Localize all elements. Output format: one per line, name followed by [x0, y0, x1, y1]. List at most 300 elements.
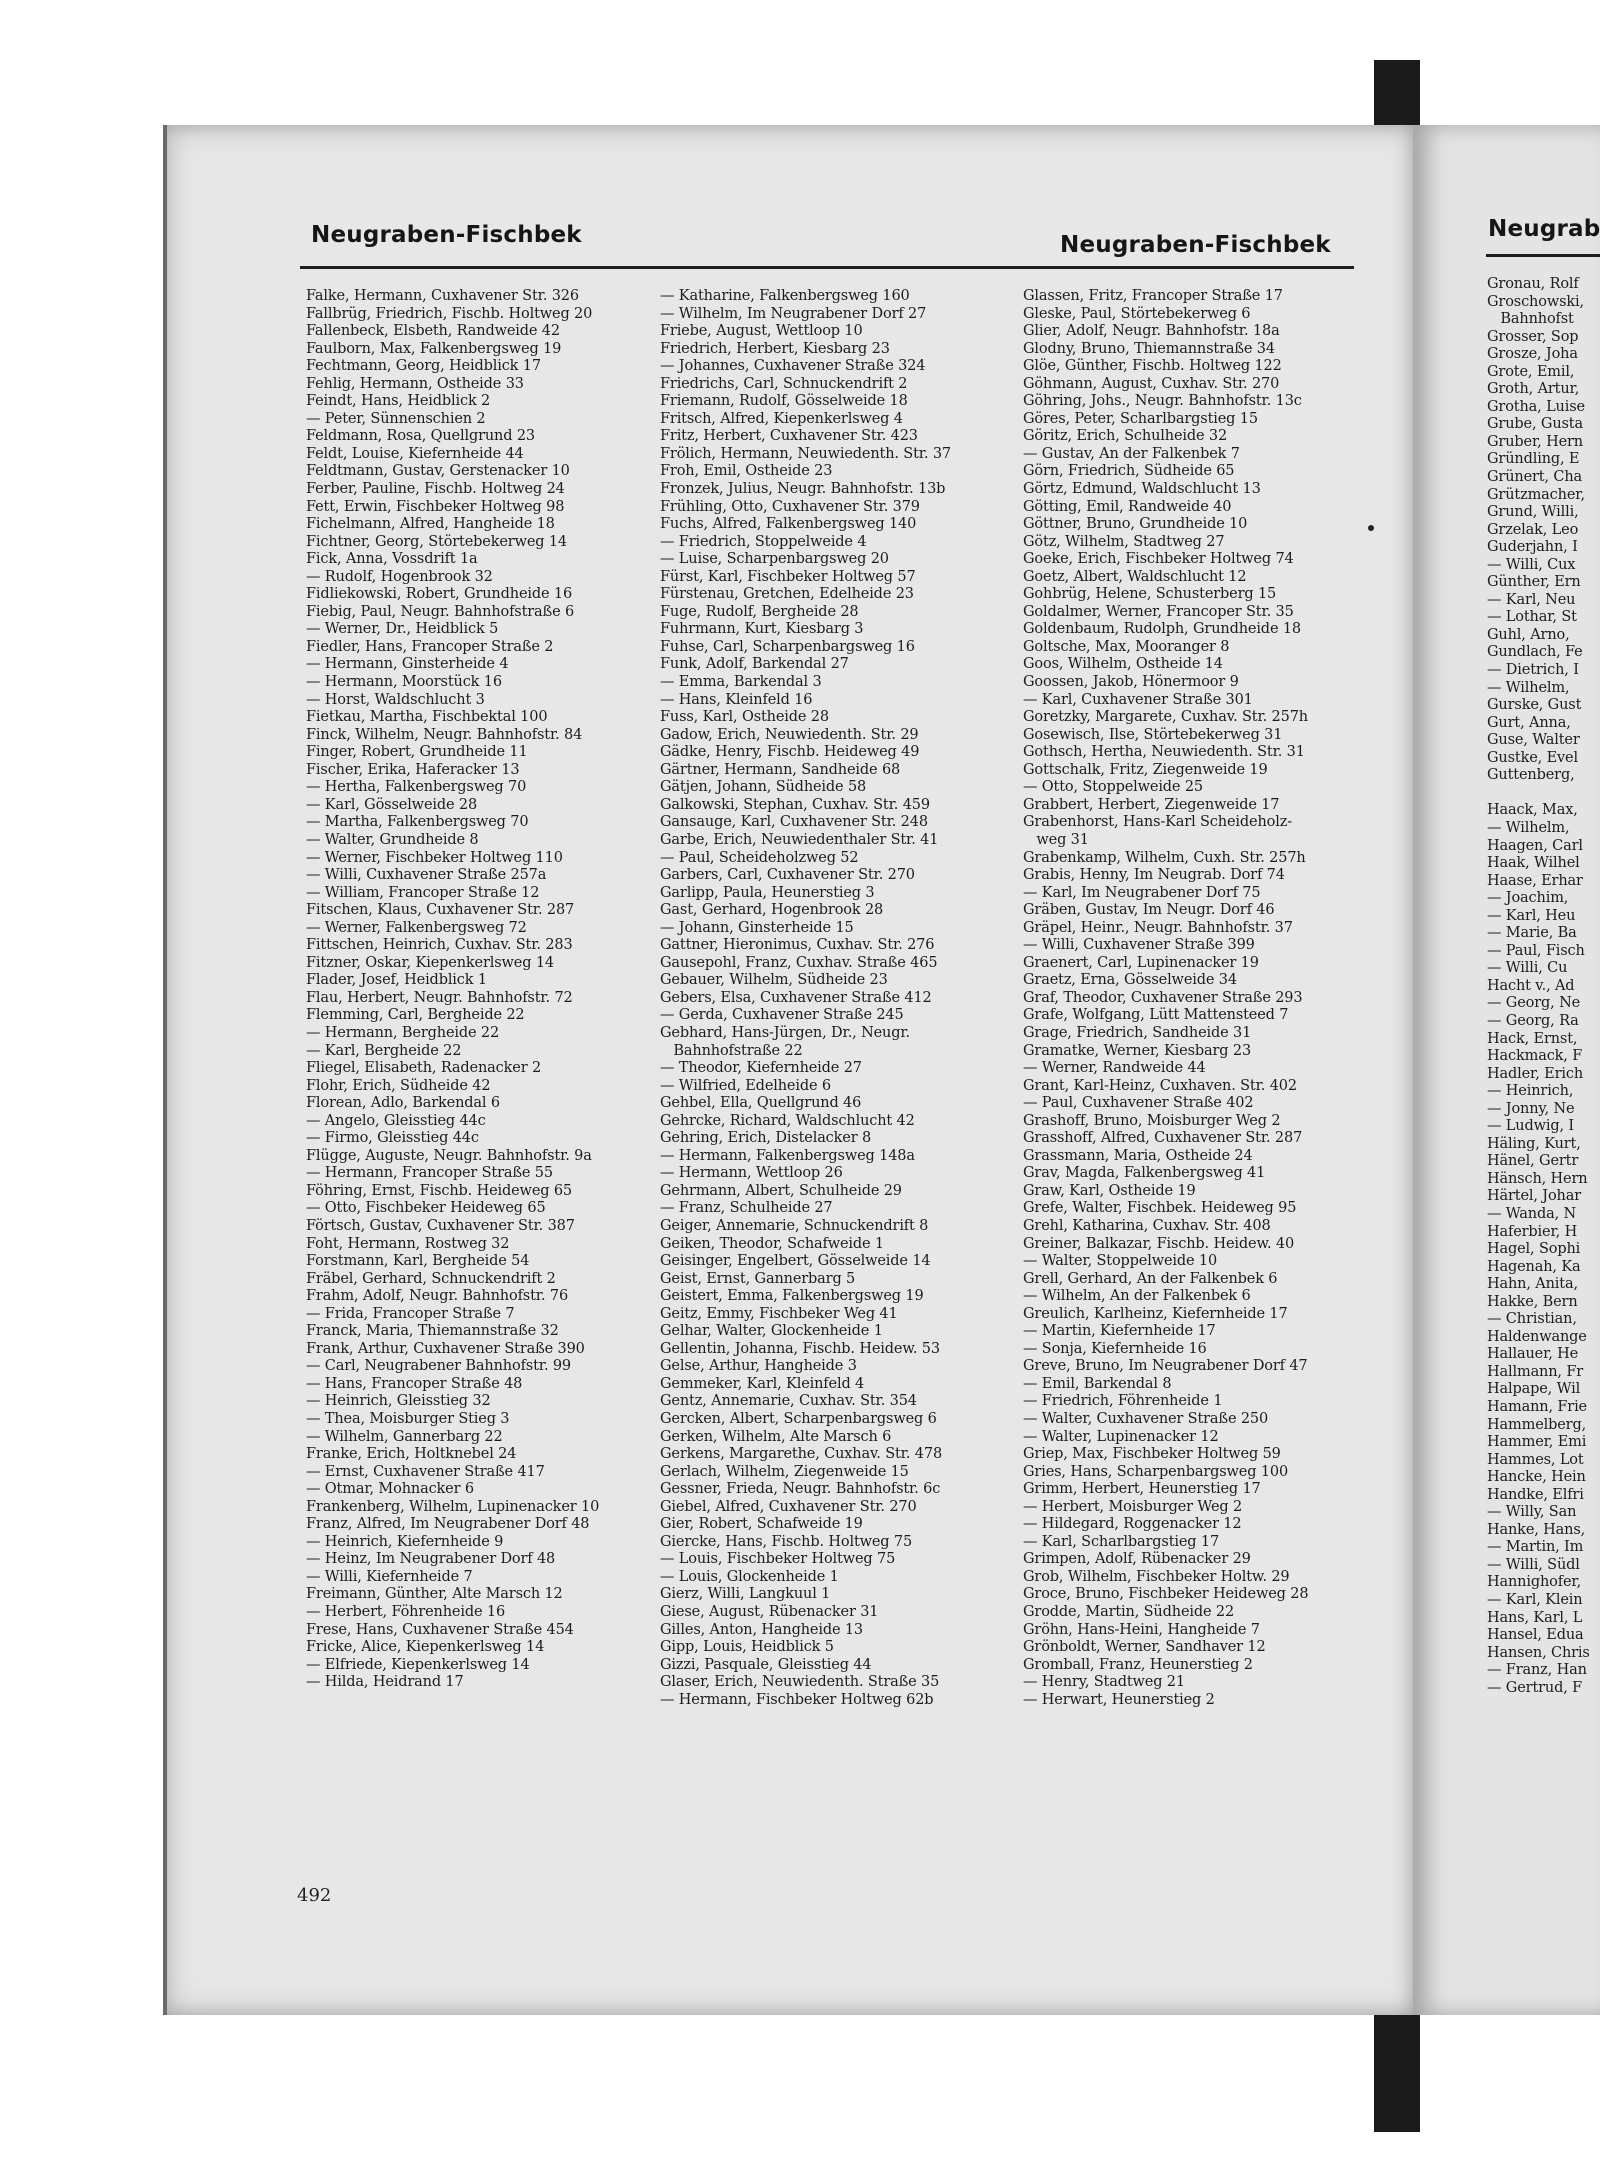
directory-entry: Grashoff, Bruno, Moisburger Weg 2: [1023, 1112, 1281, 1129]
directory-entry: Fischer, Erika, Haferacker 13: [306, 761, 520, 778]
directory-entry: — Walter, Lupinenacker 12: [1023, 1428, 1219, 1445]
directory-entry: Gärtner, Hermann, Sandheide 68: [660, 761, 901, 778]
directory-entry: Flader, Josef, Heidblick 1: [306, 972, 487, 989]
directory-entry: — Hermann, Fischbeker Holtweg 62b: [660, 1691, 934, 1708]
directory-entry: Fritsch, Alfred, Kiepenkerlsweg 4: [660, 410, 903, 427]
directory-entry: Hans, Karl, L: [1487, 1609, 1583, 1626]
directory-entry: — Hermann, Wettloop 26: [660, 1165, 843, 1182]
directory-entry: Fricke, Alice, Kiepenkerlsweg 14: [306, 1639, 545, 1656]
directory-entry: Greiner, Balkazar, Fischb. Heidew. 40: [1023, 1235, 1295, 1252]
book-binding-bottom: [1374, 2012, 1420, 2132]
directory-entry: — Hans, Kleinfeld 16: [660, 691, 813, 708]
directory-entry: Gräpel, Heinr., Neugr. Bahnhofstr. 37: [1023, 919, 1293, 936]
directory-entry: Gurske, Gust: [1487, 697, 1582, 714]
directory-entry: Hadler, Erich: [1487, 1065, 1584, 1082]
directory-entry: Fitzner, Oskar, Kiepenkerlsweg 14: [306, 954, 554, 971]
directory-entry: Goossen, Jakob, Hönermoor 9: [1023, 674, 1239, 691]
directory-entry: Feldtmann, Gustav, Gerstenacker 10: [306, 463, 570, 480]
directory-entry: Hammelberg,: [1487, 1416, 1587, 1433]
directory-entry: Greve, Bruno, Im Neugrabener Dorf 47: [1023, 1358, 1308, 1375]
directory-entry: Göhmann, August, Cuxhav. Str. 270: [1023, 375, 1280, 392]
directory-entry: Hackmack, F: [1487, 1048, 1583, 1065]
directory-entry: — Peter, Sünnenschien 2: [306, 410, 486, 427]
directory-entry: — William, Francoper Straße 12: [306, 884, 540, 901]
directory-entry: Görn, Friedrich, Südheide 65: [1023, 463, 1235, 480]
directory-entry: Franke, Erich, Holtknebel 24: [306, 1446, 517, 1463]
directory-entry: — Ludwig, I: [1487, 1118, 1574, 1135]
directory-entry: Geiken, Theodor, Schafweide 1: [660, 1235, 884, 1252]
directory-entry: — Karl, Im Neugrabener Dorf 75: [1023, 884, 1261, 901]
directory-entry: [1487, 785, 1600, 803]
directory-entry: Graenert, Carl, Lupinenacker 19: [1023, 954, 1259, 971]
directory-entry: Gehrmann, Albert, Schulheide 29: [660, 1182, 902, 1199]
directory-entry: — Willi, Cuxhavener Straße 257a: [306, 867, 547, 884]
directory-entry: Häling, Kurt,: [1487, 1135, 1581, 1152]
directory-entry: Gebauer, Wilhelm, Südheide 23: [660, 972, 888, 989]
directory-entry: Gilles, Anton, Hangheide 13: [660, 1621, 863, 1638]
directory-entry: — Sonja, Kiefernheide 16: [1023, 1340, 1207, 1357]
directory-entry: Gehrcke, Richard, Waldschlucht 42: [660, 1112, 915, 1129]
directory-entry: — Rudolf, Hogenbrook 32: [306, 568, 493, 585]
directory-entry: — Heinrich, Kiefernheide 9: [306, 1533, 504, 1550]
directory-entry: — Lothar, St: [1487, 609, 1577, 626]
directory-entry: Götting, Emil, Randweide 40: [1023, 498, 1232, 515]
directory-entry: — Katharine, Falkenbergsweg 160: [660, 288, 910, 304]
directory-entry: Hamann, Frie: [1487, 1399, 1587, 1415]
directory-entry: Hänsch, Hern: [1487, 1170, 1588, 1187]
directory-entry: Flau, Herbert, Neugr. Bahnhofstr. 72: [306, 989, 573, 1006]
directory-entry: Grafe, Wolfgang, Lütt Mattensteed 7: [1023, 1007, 1289, 1024]
next-page-header: Neugrab: [1488, 216, 1600, 242]
directory-entry: Glöe, Günther, Fischb. Holtweg 122: [1023, 358, 1282, 375]
directory-entry: Hack, Ernst,: [1487, 1030, 1578, 1047]
directory-entry: — Karl, Bergheide 22: [306, 1042, 462, 1059]
directory-entry: Guhl, Arno,: [1487, 626, 1570, 643]
directory-entry: Garlipp, Paula, Heunerstieg 3: [660, 884, 875, 901]
directory-entry: Gipp, Louis, Heidblick 5: [660, 1639, 834, 1656]
directory-entry: — Christian,: [1487, 1311, 1577, 1328]
directory-entry: Giese, August, Rübenacker 31: [660, 1604, 879, 1621]
directory-entry: Foht, Hermann, Rostweg 32: [306, 1235, 510, 1252]
directory-entry: Friebe, August, Wettloop 10: [660, 323, 863, 340]
directory-entry: — Jonny, Ne: [1487, 1100, 1575, 1117]
directory-entry: Grodde, Martin, Südheide 22: [1023, 1604, 1235, 1621]
directory-entry: Freimann, Günther, Alte Marsch 12: [306, 1586, 563, 1603]
directory-column-3: [1023, 288, 1368, 1709]
directory-entry: Fuge, Rudolf, Bergheide 28: [660, 603, 859, 620]
directory-entry: Hanke, Hans,: [1487, 1521, 1586, 1538]
directory-entry: Grav, Magda, Falkenbergsweg 41: [1023, 1165, 1266, 1182]
directory-entry: Froh, Emil, Ostheide 23: [660, 463, 833, 480]
directory-entry: — Henry, Stadtweg 21: [1023, 1674, 1185, 1691]
directory-entry: Grzelak, Leo: [1487, 521, 1579, 538]
directory-entry: — Emil, Barkendal 8: [1023, 1375, 1172, 1392]
directory-entry: Fürstenau, Gretchen, Edelheide 23: [660, 586, 914, 603]
directory-entry: Grehl, Katharina, Cuxhav. Str. 408: [1023, 1217, 1271, 1234]
directory-entry: Fitschen, Klaus, Cuxhavener Str. 287: [306, 902, 575, 919]
directory-entry: Hannighofer,: [1487, 1574, 1582, 1591]
directory-entry: Fallbrüg, Friedrich, Fischb. Holtweg 20: [306, 305, 593, 322]
directory-entry: Friedrichs, Carl, Schnuckendrift 2: [660, 375, 908, 392]
directory-entry: Fürst, Karl, Fischbeker Holtweg 57: [660, 568, 916, 585]
directory-entry: Grasshoff, Alfred, Cuxhavener Str. 287: [1023, 1130, 1303, 1147]
directory-entry: Bahnhofstraße 22: [660, 1042, 803, 1059]
directory-entry: Gehbel, Ella, Quellgrund 46: [660, 1095, 862, 1112]
directory-entry: Grützmacher,: [1487, 486, 1585, 503]
directory-entry: — Frida, Francoper Straße 7: [306, 1305, 515, 1322]
directory-entry: Grob, Wilhelm, Fischbeker Holtw. 29: [1023, 1568, 1290, 1585]
directory-entry: — Gerda, Cuxhavener Straße 245: [660, 1007, 904, 1024]
directory-entry: — Paul, Cuxhavener Straße 402: [1023, 1095, 1254, 1112]
directory-entry: Ferber, Pauline, Fischb. Holtweg 24: [306, 481, 565, 498]
directory-entry: — Georg, Ne: [1487, 995, 1581, 1012]
directory-column-1: [306, 288, 646, 1692]
directory-entry: Giebel, Alfred, Cuxhavener Str. 270: [660, 1498, 917, 1515]
directory-entry: — Otto, Fischbeker Heideweg 65: [306, 1200, 546, 1217]
directory-entry: Fronzek, Julius, Neugr. Bahnhofstr. 13b: [660, 481, 946, 498]
directory-entry: — Karl, Gösselweide 28: [306, 796, 478, 813]
directory-entry: — Ernst, Cuxhavener Straße 417: [306, 1463, 545, 1480]
directory-entry: — Karl, Cuxhavener Straße 301: [1023, 691, 1253, 708]
directory-entry: Fichtner, Georg, Störtebekerweg 14: [306, 533, 568, 550]
directory-entry: Goldalmer, Werner, Francoper Str. 35: [1023, 603, 1294, 620]
directory-entry: Gustke, Evel: [1487, 749, 1578, 766]
directory-entry: — Georg, Ra: [1487, 1012, 1579, 1029]
directory-entry: Finger, Robert, Grundheide 11: [306, 744, 528, 761]
directory-entry: — Hermann, Ginsterheide 4: [306, 656, 509, 673]
directory-entry: Goeke, Erich, Fischbeker Holtweg 74: [1023, 551, 1294, 568]
directory-entry: Goretzky, Margarete, Cuxhav. Str. 257h: [1023, 709, 1308, 726]
directory-entry: Grube, Gusta: [1487, 416, 1583, 433]
directory-entry: — Wilhelm,: [1487, 679, 1570, 696]
directory-entry: — Hermann, Francoper Straße 55: [306, 1165, 553, 1182]
directory-entry: — Willi, Cuxhavener Straße 399: [1023, 937, 1255, 954]
directory-entry: Glodny, Bruno, Thiemannstraße 34: [1023, 340, 1275, 357]
directory-entry: — Herwart, Heunerstieg 2: [1023, 1691, 1215, 1708]
directory-entry: — Werner, Randweide 44: [1023, 1060, 1206, 1077]
directory-entry: — Carl, Neugrabener Bahnhofstr. 99: [306, 1358, 572, 1375]
directory-entry: Geistert, Emma, Falkenbergsweg 19: [660, 1288, 924, 1305]
directory-entry: Gelhar, Walter, Glockenheide 1: [660, 1323, 883, 1340]
directory-entry: Gadow, Erich, Neuwiedenth. Str. 29: [660, 726, 919, 743]
directory-entry: — Herbert, Föhrenheide 16: [306, 1604, 506, 1621]
directory-entry: Goltsche, Max, Mooranger 8: [1023, 638, 1230, 655]
directory-entry: Gräben, Gustav, Im Neugr. Dorf 46: [1023, 902, 1275, 919]
directory-entry: Gessner, Frieda, Neugr. Bahnhofstr. 6c: [660, 1481, 941, 1498]
directory-entry: Falke, Hermann, Cuxhavener Str. 326: [306, 288, 579, 304]
directory-entry: Grefe, Walter, Fischbek. Heideweg 95: [1023, 1200, 1297, 1217]
directory-entry: — Werner, Falkenbergsweg 72: [306, 919, 527, 936]
directory-entry: — Paul, Fisch: [1487, 942, 1585, 959]
directory-entry: — Hermann, Bergheide 22: [306, 1024, 500, 1041]
directory-entry: — Gustav, An der Falkenbek 7: [1023, 445, 1240, 462]
directory-entry: Graetz, Erna, Gösselweide 34: [1023, 972, 1237, 989]
directory-entry: Grell, Gerhard, An der Falkenbek 6: [1023, 1270, 1278, 1287]
directory-entry: Gizzi, Pasquale, Gleisstieg 44: [660, 1656, 872, 1673]
directory-column-next-page: [1487, 276, 1600, 1697]
directory-entry: Föhring, Ernst, Fischb. Heideweg 65: [306, 1182, 572, 1199]
directory-entry: — Karl, Scharlbargstieg 17: [1023, 1533, 1220, 1550]
directory-entry: Finck, Wilhelm, Neugr. Bahnhofstr. 84: [306, 726, 583, 743]
directory-entry: Gast, Gerhard, Hogenbrook 28: [660, 902, 884, 919]
directory-entry: — Friedrich, Föhrenheide 1: [1023, 1393, 1223, 1410]
directory-entry: Geisinger, Engelbert, Gösselweide 14: [660, 1253, 931, 1270]
directory-entry: Fuss, Karl, Ostheide 28: [660, 709, 829, 726]
directory-entry: Gattner, Hieronimus, Cuxhav. Str. 276: [660, 937, 935, 954]
directory-entry: weg 31: [1023, 831, 1089, 848]
directory-entry: Fietkau, Martha, Fischbektal 100: [306, 709, 548, 726]
directory-entry: Garbers, Carl, Cuxhavener Str. 270: [660, 867, 915, 884]
directory-entry: — Otmar, Mohnacker 6: [306, 1481, 474, 1498]
directory-entry: Glaser, Erich, Neuwiedenth. Straße 35: [660, 1674, 940, 1691]
directory-entry: Fichelmann, Alfred, Hangheide 18: [306, 516, 555, 533]
directory-entry: — Heinz, Im Neugrabener Dorf 48: [306, 1551, 556, 1568]
directory-entry: Görtz, Edmund, Waldschlucht 13: [1023, 481, 1261, 498]
directory-entry: Hakke, Bern: [1487, 1293, 1578, 1310]
directory-entry: Fuchs, Alfred, Falkenbergsweg 140: [660, 516, 917, 533]
directory-entry: Grage, Friedrich, Sandheide 31: [1023, 1024, 1252, 1041]
directory-entry: Hammes, Lot: [1487, 1451, 1584, 1468]
directory-entry: Griep, Max, Fischbeker Holtweg 59: [1023, 1446, 1281, 1463]
directory-entry: Friedrich, Herbert, Kiesbarg 23: [660, 340, 890, 357]
directory-entry: Fritz, Herbert, Cuxhavener Str. 423: [660, 428, 918, 445]
directory-entry: Gier, Robert, Schafweide 19: [660, 1516, 863, 1533]
directory-entry: Hancke, Hein: [1487, 1469, 1586, 1486]
directory-entry: — Martha, Falkenbergsweg 70: [306, 814, 529, 831]
directory-entry: Glassen, Fritz, Francoper Straße 17: [1023, 288, 1283, 304]
directory-entry: Gebhard, Hans-Jürgen, Dr., Neugr.: [660, 1024, 911, 1041]
directory-entry: Haak, Wilhel: [1487, 855, 1580, 872]
directory-entry: Haase, Erhar: [1487, 872, 1583, 889]
directory-entry: — Karl, Klein: [1487, 1592, 1583, 1609]
directory-entry: Forstmann, Karl, Bergheide 54: [306, 1253, 530, 1270]
directory-entry: Graw, Karl, Ostheide 19: [1023, 1182, 1196, 1199]
directory-entry: Goetz, Albert, Waldschlucht 12: [1023, 568, 1247, 585]
directory-entry: Hagenah, Ka: [1487, 1258, 1581, 1275]
directory-entry: Gädke, Henry, Fischb. Heideweg 49: [660, 744, 920, 761]
directory-entry: Bahnhofst: [1487, 311, 1574, 328]
directory-entry: Flohr, Erich, Südheide 42: [306, 1077, 491, 1094]
directory-entry: Glier, Adolf, Neugr. Bahnhofstr. 18a: [1023, 323, 1280, 340]
directory-entry: Guse, Walter: [1487, 732, 1580, 749]
directory-entry: Hansel, Edua: [1487, 1627, 1584, 1644]
directory-entry: — Wilhelm, Im Neugrabener Dorf 27: [660, 305, 927, 322]
directory-entry: Feindt, Hans, Heidblick 2: [306, 393, 491, 410]
directory-entry: Frank, Arthur, Cuxhavener Straße 390: [306, 1340, 585, 1357]
directory-entry: Frese, Hans, Cuxhavener Straße 454: [306, 1621, 574, 1638]
directory-entry: Fräbel, Gerhard, Schnuckendrift 2: [306, 1270, 556, 1287]
directory-entry: Galkowski, Stephan, Cuxhav. Str. 459: [660, 796, 930, 813]
directory-entry: Halpape, Wil: [1487, 1381, 1581, 1398]
directory-entry: Gottschalk, Fritz, Ziegenweide 19: [1023, 761, 1268, 778]
directory-entry: Gehring, Erich, Distelacker 8: [660, 1130, 872, 1147]
directory-entry: Göres, Peter, Scharlbargstieg 15: [1023, 410, 1258, 427]
directory-entry: Grant, Karl-Heinz, Cuxhaven. Str. 402: [1023, 1077, 1297, 1094]
directory-entry: — Marie, Ba: [1487, 925, 1577, 942]
directory-entry: Guderjahn, I: [1487, 539, 1578, 556]
directory-entry: — Hildegard, Roggenacker 12: [1023, 1516, 1242, 1533]
directory-entry: Grünert, Cha: [1487, 469, 1583, 486]
directory-entry: Gromball, Franz, Heunerstieg 2: [1023, 1656, 1253, 1673]
directory-entry: Hahn, Anita,: [1487, 1276, 1578, 1293]
directory-entry: Feldt, Louise, Kiefernheide 44: [306, 445, 524, 462]
directory-entry: Gercken, Albert, Scharpenbargsweg 6: [660, 1411, 937, 1427]
directory-entry: Hagel, Sophi: [1487, 1241, 1581, 1258]
directory-entry: Gries, Hans, Scharpenbargsweg 100: [1023, 1463, 1289, 1480]
directory-entry: Grabbert, Herbert, Ziegenweide 17: [1023, 796, 1280, 813]
directory-entry: Flügge, Auguste, Neugr. Bahnhofstr. 9a: [306, 1147, 592, 1164]
directory-entry: Gätjen, Johann, Südheide 58: [660, 779, 867, 796]
directory-entry: Franz, Alfred, Im Neugrabener Dorf 48: [306, 1516, 590, 1533]
running-header-right: Neugraben-Fischbek: [1060, 232, 1331, 258]
directory-entry: Greulich, Karlheinz, Kiefernheide 17: [1023, 1305, 1288, 1322]
directory-entry: Frahm, Adolf, Neugr. Bahnhofstr. 76: [306, 1288, 569, 1305]
directory-entry: — Heinrich,: [1487, 1083, 1574, 1100]
directory-entry: Haagen, Carl: [1487, 837, 1583, 854]
directory-entry: — Willi, Cux: [1487, 556, 1576, 573]
directory-entry: Gurt, Anna,: [1487, 714, 1571, 731]
directory-entry: — Louis, Glockenheide 1: [660, 1568, 839, 1585]
directory-entry: Groschowski,: [1487, 293, 1584, 310]
directory-entry: — Walter, Cuxhavener Straße 250: [1023, 1411, 1269, 1427]
directory-entry: Gothsch, Hertha, Neuwiedenth. Str. 31: [1023, 744, 1305, 761]
directory-entry: Guttenberg,: [1487, 767, 1575, 784]
directory-entry: Grote, Emil,: [1487, 363, 1575, 380]
directory-entry: Fiebig, Paul, Neugr. Bahnhofstraße 6: [306, 603, 575, 620]
directory-entry: Gronau, Rolf: [1487, 276, 1579, 292]
directory-entry: Geitz, Emmy, Fischbeker Weg 41: [660, 1305, 898, 1322]
directory-entry: Frühling, Otto, Cuxhavener Str. 379: [660, 498, 920, 515]
directory-entry: Fick, Anna, Vossdrift 1a: [306, 551, 478, 568]
directory-entry: — Wilhelm, An der Falkenbek 6: [1023, 1288, 1251, 1305]
directory-entry: — Werner, Fischbeker Holtweg 110: [306, 849, 563, 866]
directory-entry: — Hertha, Falkenbergsweg 70: [306, 779, 527, 796]
directory-entry: Grimm, Herbert, Heunerstieg 17: [1023, 1481, 1261, 1498]
directory-entry: — Friedrich, Stoppelweide 4: [660, 533, 867, 550]
directory-entry: Grund, Willi,: [1487, 504, 1579, 521]
directory-entry: Gellentin, Johanna, Fischb. Heidew. 53: [660, 1340, 940, 1357]
directory-entry: Hallmann, Fr: [1487, 1363, 1584, 1380]
directory-entry: Gausepohl, Franz, Cuxhav. Straße 465: [660, 954, 938, 971]
directory-entry: Geist, Ernst, Gannerbarg 5: [660, 1270, 856, 1287]
directory-entry: — Martin, Kiefernheide 17: [1023, 1323, 1216, 1340]
directory-entry: Götz, Wilhelm, Stadtweg 27: [1023, 533, 1225, 550]
directory-entry: — Heinrich, Gleisstieg 32: [306, 1393, 491, 1410]
directory-entry: — Willi, Kiefernheide 7: [306, 1568, 473, 1585]
header-rule: [300, 266, 1354, 269]
directory-entry: Fuhse, Carl, Scharpenbargsweg 16: [660, 638, 915, 655]
directory-entry: Gansauge, Karl, Cuxhavener Str. 248: [660, 814, 928, 831]
directory-entry: — Elfriede, Kiepenkerlsweg 14: [306, 1656, 530, 1673]
directory-entry: — Wilhelm,: [1487, 819, 1570, 836]
directory-entry: — Horst, Waldschlucht 3: [306, 691, 485, 708]
directory-entry: Gröhn, Hans-Heini, Hangheide 7: [1023, 1621, 1260, 1638]
directory-entry: Hänel, Gertr: [1487, 1153, 1579, 1170]
directory-entry: — Hermann, Moorstück 16: [306, 674, 502, 691]
directory-entry: Grönboldt, Werner, Sandhaver 12: [1023, 1639, 1266, 1656]
directory-entry: — Angelo, Gleisstieg 44c: [306, 1112, 486, 1129]
directory-entry: — Wilhelm, Gannerbarg 22: [306, 1428, 503, 1445]
directory-entry: — Herbert, Moisburger Weg 2: [1023, 1498, 1243, 1515]
directory-column-2: [660, 288, 1005, 1709]
directory-entry: Gerlach, Wilhelm, Ziegenweide 15: [660, 1463, 909, 1480]
page-number: 492: [297, 1885, 332, 1906]
directory-entry: Göritz, Erich, Schulheide 32: [1023, 428, 1228, 445]
directory-entry: — Joachim,: [1487, 890, 1569, 907]
directory-entry: — Franz, Han: [1487, 1662, 1587, 1679]
directory-entry: Fuhrmann, Kurt, Kiesbarg 3: [660, 621, 864, 638]
directory-entry: Gebers, Elsa, Cuxhavener Straße 412: [660, 989, 932, 1006]
directory-entry: Gelse, Arthur, Hangheide 3: [660, 1358, 857, 1375]
directory-entry: — Luise, Scharpenbargsweg 20: [660, 551, 889, 568]
directory-entry: Haack, Max,: [1487, 802, 1578, 819]
directory-entry: Grosze, Joha: [1487, 346, 1578, 363]
directory-entry: Fliegel, Elisabeth, Radenacker 2: [306, 1060, 542, 1077]
directory-entry: Garbe, Erich, Neuwiedenthaler Str. 41: [660, 831, 939, 848]
directory-entry: — Gertrud, F: [1487, 1679, 1583, 1696]
directory-entry: Groce, Bruno, Fischbeker Heideweg 28: [1023, 1586, 1309, 1603]
directory-entry: Hallauer, He: [1487, 1346, 1579, 1363]
directory-entry: Graf, Theodor, Cuxhavener Straße 293: [1023, 989, 1303, 1006]
directory-entry: Giercke, Hans, Fischb. Holtweg 75: [660, 1533, 913, 1550]
directory-entry: Grabis, Henny, Im Neugrab. Dorf 74: [1023, 867, 1285, 884]
directory-entry: Goldenbaum, Rudolph, Grundheide 18: [1023, 621, 1301, 638]
directory-entry: Faulborn, Max, Falkenbergsweg 19: [306, 340, 562, 357]
directory-entry: Gohbrüg, Helene, Schusterberg 15: [1023, 586, 1277, 603]
directory-entry: — Hermann, Falkenbergsweg 148a: [660, 1147, 915, 1164]
directory-entry: Gramatke, Werner, Kiesbarg 23: [1023, 1042, 1252, 1059]
directory-entry: Gemmeker, Karl, Kleinfeld 4: [660, 1375, 865, 1392]
directory-entry: Handke, Elfri: [1487, 1486, 1584, 1503]
directory-entry: Haldenwange: [1487, 1328, 1587, 1345]
directory-entry: Gerken, Wilhelm, Alte Marsch 6: [660, 1428, 892, 1445]
directory-entry: — Walter, Grundheide 8: [306, 831, 479, 848]
directory-entry: — Hilda, Heidrand 17: [306, 1674, 464, 1691]
directory-entry: — Dietrich, I: [1487, 662, 1579, 679]
directory-entry: Härtel, Johar: [1487, 1188, 1581, 1205]
directory-entry: — Paul, Scheideholzweg 52: [660, 849, 859, 866]
directory-entry: — Louis, Fischbeker Holtweg 75: [660, 1551, 896, 1568]
directory-entry: — Franz, Schulheide 27: [660, 1200, 833, 1217]
directory-entry: Fehlig, Hermann, Ostheide 33: [306, 375, 524, 392]
directory-entry: Fallenbeck, Elsbeth, Randweide 42: [306, 323, 560, 340]
directory-entry: Grabenkamp, Wilhelm, Cuxh. Str. 257h: [1023, 849, 1306, 866]
directory-entry: — Emma, Barkendal 3: [660, 674, 822, 691]
directory-entry: Friemann, Rudolf, Gösselweide 18: [660, 393, 908, 410]
directory-entry: Fittschen, Heinrich, Cuxhav. Str. 283: [306, 937, 573, 954]
directory-entry: Gundlach, Fe: [1487, 644, 1583, 661]
directory-entry: — Karl, Neu: [1487, 591, 1576, 608]
directory-entry: Franck, Maria, Thiemannstraße 32: [306, 1323, 559, 1340]
directory-entry: Fidliekowski, Robert, Grundheide 16: [306, 586, 573, 603]
directory-entry: Gründling, E: [1487, 451, 1580, 468]
directory-entry: Gerkens, Margarethe, Cuxhav. Str. 478: [660, 1446, 943, 1463]
directory-entry: Florean, Adlo, Barkendal 6: [306, 1095, 500, 1112]
directory-entry: Göhring, Johs., Neugr. Bahnhofstr. 13c: [1023, 393, 1302, 410]
directory-entry: — Thea, Moisburger Stieg 3: [306, 1411, 510, 1427]
directory-entry: — Wilfried, Edelheide 6: [660, 1077, 831, 1094]
directory-entry: Gosewisch, Ilse, Störtebekerweg 31: [1023, 726, 1283, 743]
directory-entry: — Willi, Südl: [1487, 1556, 1580, 1573]
directory-entry: Groth, Artur,: [1487, 381, 1580, 398]
ink-speck: [1368, 525, 1374, 531]
directory-entry: Gruber, Hern: [1487, 433, 1583, 450]
directory-entry: Hammer, Emi: [1487, 1434, 1587, 1451]
directory-entry: Göttner, Bruno, Grundheide 10: [1023, 516, 1248, 533]
directory-entry: Fiedler, Hans, Francoper Straße 2: [306, 638, 554, 655]
directory-entry: Frölich, Hermann, Neuwiedenth. Str. 37: [660, 445, 952, 462]
directory-entry: Günther, Ern: [1487, 574, 1581, 591]
